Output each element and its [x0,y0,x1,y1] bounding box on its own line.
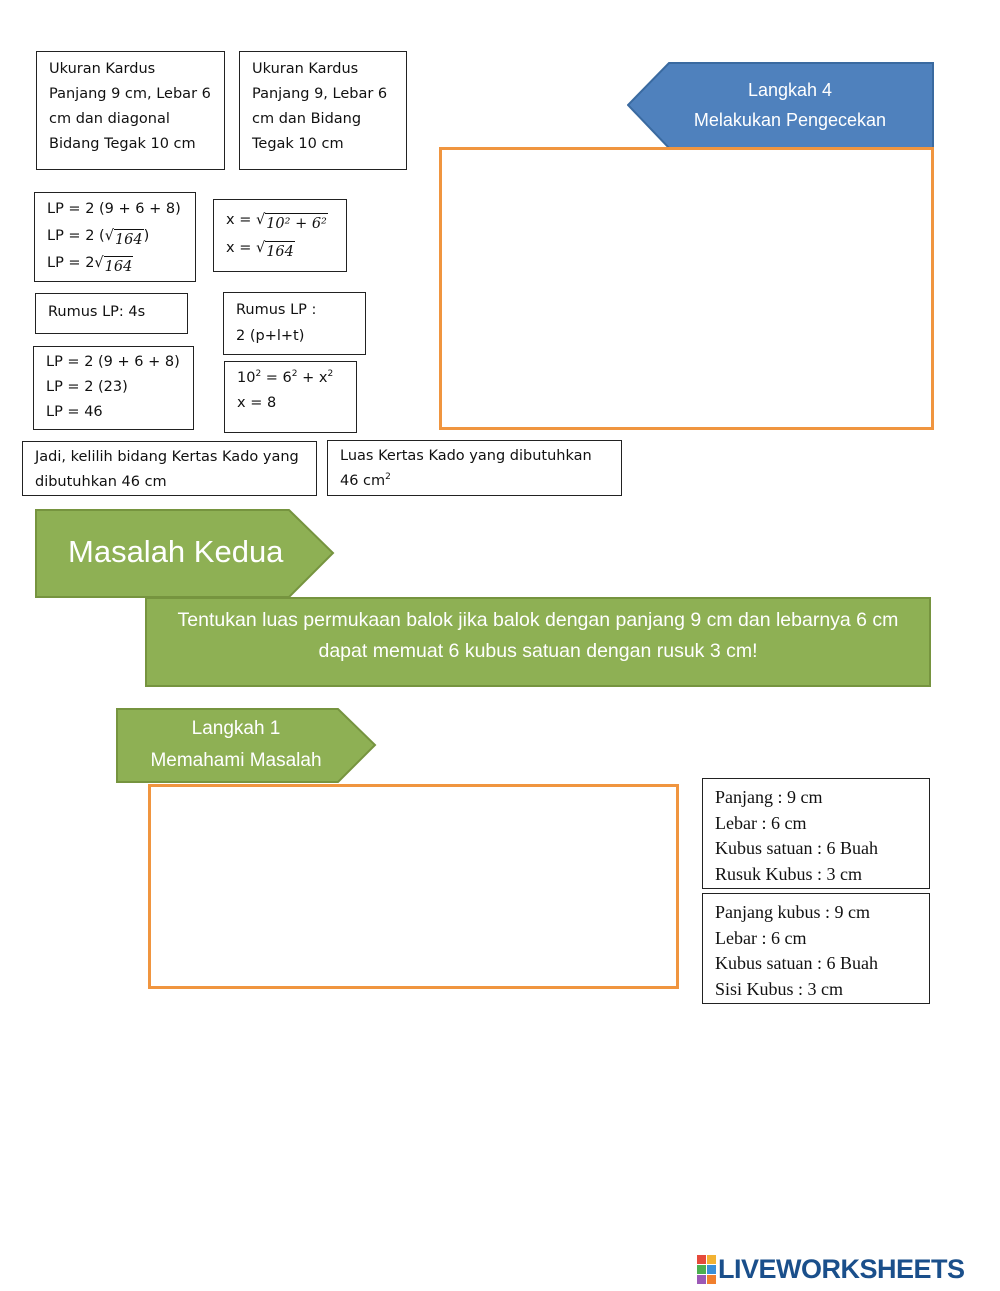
card-line: Bidang Tegak 10 cm [49,136,196,152]
card-line: Luas Kertas Kado yang dibutuhkan [340,448,592,464]
card-line [226,206,334,234]
text-fragment: x = [226,240,256,256]
problem-statement-box [145,597,931,687]
radical-sign: √ [104,228,114,244]
radicand: 164 [265,241,295,262]
card-line: LP = 2 (9 + 6 + 8) [47,201,181,217]
step4-subtitle: Melakukan Pengecekan [693,110,887,130]
liveworksheets-logo [697,1254,965,1285]
card-line: Kubus satuan : 6 Buah [715,838,878,858]
exponent: 2 [385,472,391,483]
card-line: Ukuran Kardus [252,61,359,77]
card-line: Panjang : 9 cm [715,787,823,807]
text-fragment: = 6 [261,370,292,386]
card-line [226,234,334,262]
logo-tile [707,1255,716,1264]
card-x-sqrt[interactable] [213,199,347,272]
sqrt-expression [94,250,133,277]
text-fragment: 46 cm [340,473,386,489]
card-rumus-4s[interactable] [35,293,188,334]
card-rumus-plt[interactable] [223,292,366,355]
card-line: Lebar : 6 cm [715,927,807,948]
card-line: dibutuhkan 46 cm [35,474,167,490]
card-line: Panjang 9 cm, Lebar 6 [49,86,211,102]
card-line: cm dan Bidang [252,111,362,127]
step4-banner [627,62,934,150]
text-fragment: LP = 2 ( [47,228,105,244]
radicand: 10² + 6² [265,213,328,234]
text-fragment: x = [226,212,256,228]
card-panjang-rusuk[interactable] [702,778,930,889]
logo-tile [707,1275,716,1284]
logo-text: LIVEWORKSHEETS [718,1254,965,1284]
card-line: LP = 2 (23) [46,379,128,395]
card-line: cm dan diagonal [49,111,170,127]
answer-dropzone-step4[interactable] [439,147,934,430]
step1-title: Langkah 1 [191,718,281,739]
card-line: Rumus LP : [236,302,317,318]
card-line: Ukuran Kardus [49,61,156,77]
step1-subtitle: Memahami Masalah [150,750,322,771]
card-pythagoras[interactable] [224,361,357,433]
logo-tile [697,1275,706,1284]
card-line: Kubus satuan : 6 Buah [715,953,878,973]
card-line [237,366,344,391]
card-jadi-keliling[interactable] [22,441,317,496]
card-line: LP = 2 (9 + 6 + 8) [46,354,180,370]
exponent: 2 [327,369,334,380]
problem-statement: Tentukan luas permukaan balok jika balok dengan panjang 9 cm dan lebarnya 6 cm dapat memuat 6 kubus satuan dengan rusuk 3 cm! [177,609,899,662]
logo-tile [707,1265,716,1274]
exponent: 2 [291,369,298,380]
sqrt-expression [256,234,295,262]
card-line: Panjang kubus : 9 cm [715,902,870,922]
text-fragment: LP = 2 [47,255,95,271]
sqrt-expression [105,223,144,250]
card-line [340,469,609,494]
card-luas-kertas-kado[interactable] [327,440,622,496]
card-line [47,250,183,277]
sqrt-expression [256,206,328,234]
card-line: Jadi, kelilih bidang Kertas Kado yang [35,449,299,465]
logo-tiles [697,1255,716,1284]
radicand: 164 [104,256,134,277]
logo-tile [697,1265,706,1274]
card-panjang-sisi[interactable] [702,893,930,1004]
text-fragment: 10 [237,370,256,386]
card-line: 2 (p+l+t) [236,328,305,344]
card-ukuran-kardus-diagonal[interactable] [36,51,225,170]
card-line: LP = 46 [46,404,103,420]
masalah-kedua-title: Masalah Kedua [68,534,284,569]
card-lp-46[interactable] [33,346,194,430]
step4-title: Langkah 4 [747,80,833,100]
exponent: 2 [255,369,262,380]
text-fragment: + x [297,370,328,386]
answer-dropzone-step1[interactable] [148,784,679,989]
radicand: 164 [114,229,144,250]
radical-sign: √ [94,255,104,271]
card-line: Tegak 10 cm [252,136,344,152]
card-line: Rumus LP: 4s [48,304,146,320]
masalah-kedua-banner [35,509,335,599]
card-line: Rusuk Kubus : 3 cm [715,863,863,884]
step1-banner [116,708,377,784]
card-ukuran-kardus-bidang[interactable] [239,51,407,170]
card-line: Panjang 9, Lebar 6 [252,86,388,102]
radical-sign: √ [255,212,266,228]
radical-sign: √ [255,240,266,256]
card-line [47,223,183,250]
card-lp-sqrt[interactable] [34,192,196,282]
card-line: x = 8 [237,395,277,411]
card-line: Lebar : 6 cm [715,812,807,833]
text-fragment: ) [143,228,150,244]
logo-tile [697,1255,706,1264]
card-line: Sisi Kubus : 3 cm [715,978,844,999]
